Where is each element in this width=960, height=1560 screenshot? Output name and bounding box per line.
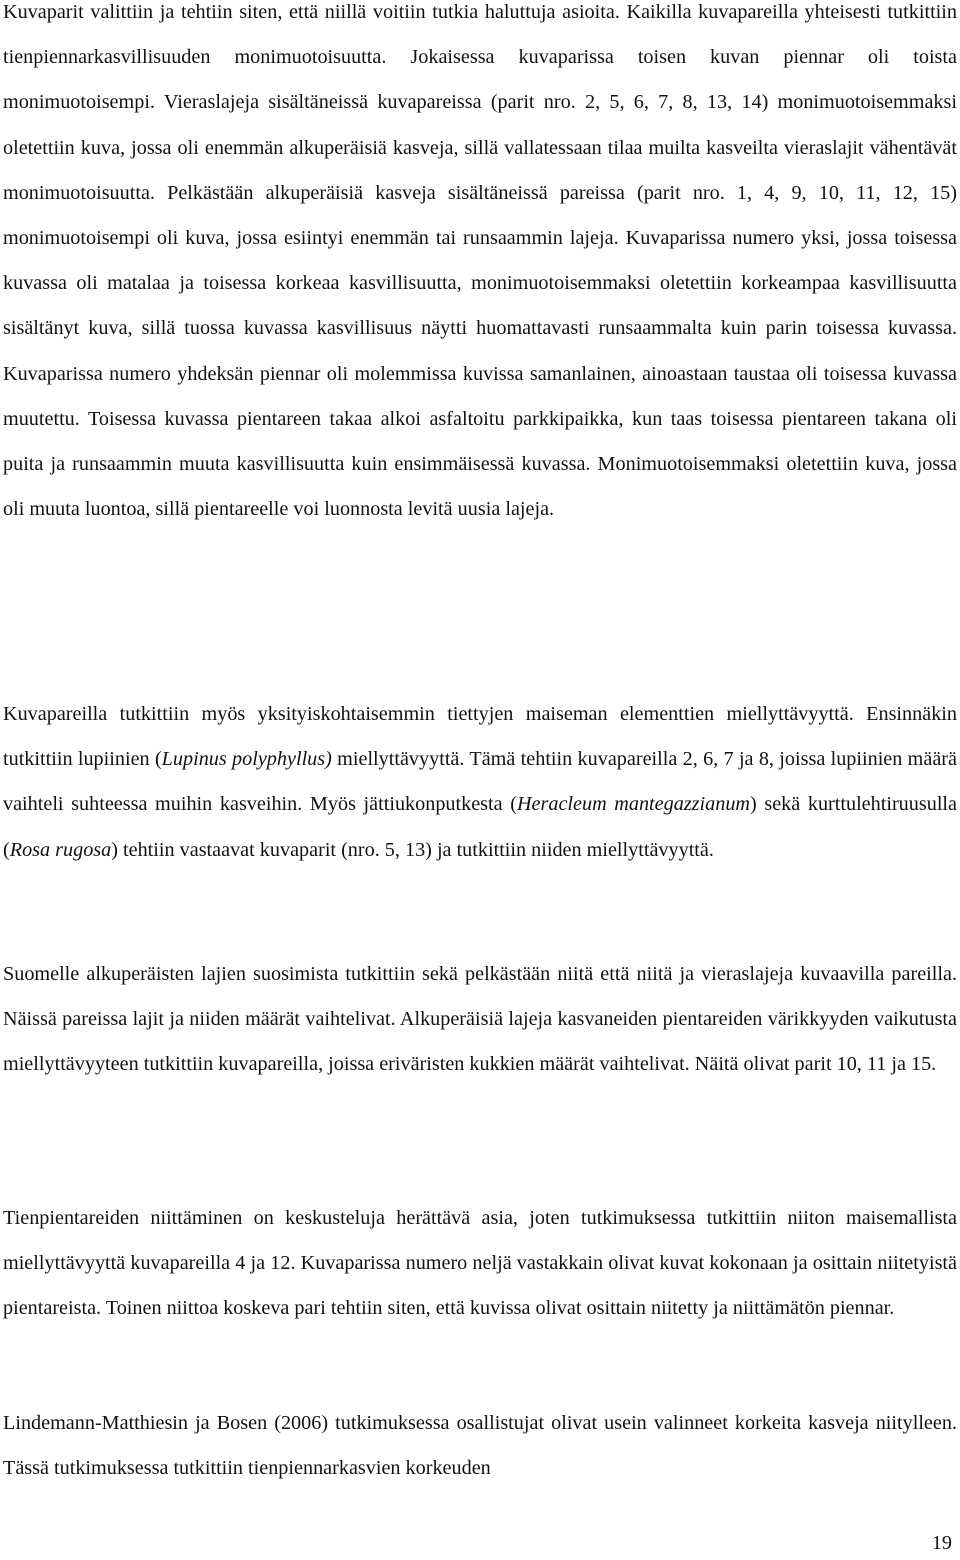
- paragraph-4: [3, 1196, 957, 1332]
- text-segment: Suomelle alkuperäisten lajien suosimista tutkittiin sekä pelkästään niitä että niitä ja vieraslajeja kuvaavilla pareilla. Näissä pareissa lajit ja niiden määrät vaihtelivat. Alkuperäisiä lajeja kasvaneiden pientareiden värikkyyden vaikutusta miellyttävyyteen tutkittiin kuvapareilla, joissa eriväristen kukkien määrät vaihtelivat. Näitä olivat parit 10, 11 ja 15.: [3, 963, 957, 1076]
- paragraph-1: [3, 0, 957, 532]
- paragraph-2: [3, 692, 957, 873]
- text-segment: Tienpientareiden niittäminen on keskusteluja herättävä asia, joten tutkimuksessa tutkittiin niiton maisemallista miellyttävyyttä kuvapareilla 4 ja 12. Kuvaparissa numero neljä vastakkain olivat kuvat kokonaan ja osittain niitetyistä pientareista. Toinen niittoa koskeva pari tehtiin siten, että kuvissa olivat osittain niitetty ja niittämätön piennar.: [3, 1207, 957, 1320]
- text-segment: ) tehtiin vastaavat kuvaparit (nro. 5, 13) ja tutkittiin niiden miellyttävyyttä.: [111, 838, 714, 861]
- text-segment: Lindemann-Matthiesin ja Bosen (2006) tutkimuksessa osallistujat olivat usein valinneet korkeita kasveja niitylleen. Tässä tutkimuksessa tutkittiin tienpiennarkasvien korkeuden: [3, 1412, 957, 1480]
- italic-text-segment: Lupinus polyphyllus): [161, 748, 332, 771]
- text-segment: miellyttävyyttä. Tämä tehtiin kuvapareilla 2, 6, 7 ja 8, joissa lupiinien määrä vaihteli suhteessa muihin kasveihin. Myös jättiukonputkesta (: [3, 748, 957, 816]
- text-segment: Kuvapareilla tutkittiin myös yksityiskohtaisemmin tiettyjen maiseman elementtien miellyttävyyttä. Ensinnäkin tutkittiin lupiinien (: [3, 703, 957, 771]
- paragraph-5: [3, 1401, 957, 1491]
- paragraph-3: [3, 952, 957, 1088]
- text-segment: Kuvaparit valittiin ja tehtiin siten, että niillä voitiin tutkia haluttuja asioita. Kaikilla kuvapareilla yhteisesti tutkittiin tienpiennarkasvillisuuden monimuotoisuutta. Jokaisessa kuvaparissa toisen kuvan piennar oli toista monimuotoisempi. Vieraslajeja sisältäneissä kuvapareissa (parit nro. 2, 5, 6, 7, 8, 13, 14) monimuotoisemmaksi oletettiin kuva, jossa oli enemmän alkuperäisiä kasveja, sillä vallatessaan tilaa muilta kasveilta vieraslajit vähentävät monimuotoisuutta. Pelkästään alkuperäisiä kasveja sisältäneissä pareissa (parit nro. 1, 4, 9, 10, 11, 12, 15) monimuotoisempi oli kuva, jossa esiintyi enemmän tai runsaammin lajeja. Kuvaparissa numero yksi, jossa toisessa kuvassa oli matalaa ja toisessa korkeaa kasvillisuutta, monimuotoisemmaksi oletettiin korkeampaa kasvillisuutta sisältänyt kuva, sillä tuossa kuvassa kasvillisuus näytti huomattavasti runsaammalta kuin parin toisessa kuvassa. Kuvaparissa numero yhdeksän piennar oli molemmissa kuvissa samanlainen, ainoastaan taustaa oli toisessa kuvassa muutettu. Toisessa kuvassa pientareen takaa alkoi asfaltoitu parkkipaikka, kun taas toisessa pientareen takana oli puita ja runsaammin muuta kasvillisuutta kuin ensimmäisessä kuvassa. Monimuotoisemmaksi oletettiin kuva, jossa oli muuta luontoa, sillä pientareelle voi luonnosta levitä uusia lajeja.: [3, 1, 957, 521]
- page-number: 19: [931, 1532, 952, 1554]
- italic-text-segment: Heracleum mantegazzianum: [516, 793, 750, 816]
- italic-text-segment: Rosa rugosa: [9, 838, 112, 861]
- text-segment: ) sekä kurttulehtiruusulla (: [3, 793, 957, 861]
